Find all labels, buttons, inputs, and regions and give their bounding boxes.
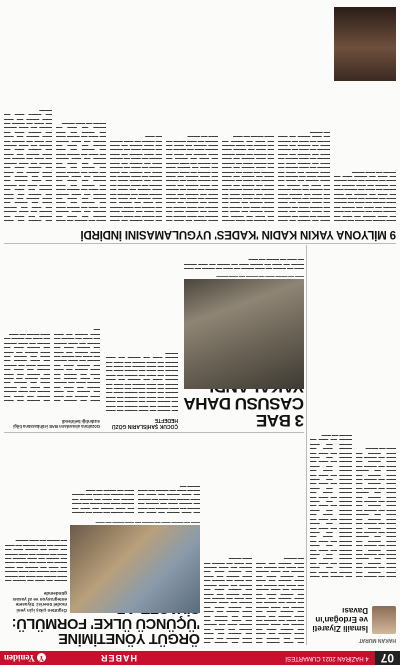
story2-text-1: ▬▬ ▬▬▬▬ ▬▬ ▬▬▬ ▬▬▬▬ ▬▬ ▬▬▬ ▬▬ ▬▬▬▬ ▬▬ ▬▬▬ ▬▬▬▬ ▬▬ ▬▬▬ ▬▬ ▬▬▬▬ ▬▬▬ ▬▬ ▬▬▬▬ ▬▬ ▬▬▬ ▬▬▬▬ ▬▬ ▬▬▬ ▬▬ ▬▬▬▬ ▬▬ ▬▬▬ ▬▬▬▬ ▬▬ ▬▬▬ ▬▬ ▬▬▬▬ ▬▬▬ ▬▬ ▬▬▬▬ ▬▬ ▬▬▬ ▬▬▬▬ ▬▬ ▬▬▬ ▬▬ ▬▬▬▬ ▬▬ ▬▬▬ ▬▬▬▬ ▬▬ ▬▬▬ ▬▬ ▬▬▬▬ ▬▬▬ ▬▬ ▬▬▬▬ ▬▬ ▬▬▬ ▬▬▬▬ ▬▬ ▬▬▬ ▬▬ ▬▬▬▬ ▬▬ ▬▬▬ ▬▬▬▬ ▬▬ ▬▬▬ ▬▬ ▬▬▬▬ ▬▬▬ ▬▬ ▬▬▬▬ ▬▬ ▬▬▬ ▬▬▬▬ ▬▬ ▬▬▬ ▬▬ ▬▬▬▬ ▬▬ ▬▬▬ ▬▬▬▬ ▬▬ ▬▬▬ ▬▬ ▬▬▬▬ ▬▬▬ ▬▬ ▬▬▬▬ ▬▬ ▬▬▬ ▬▬▬▬ bbox=[106, 351, 178, 413]
author-label: HAKAN MURAT bbox=[358, 637, 396, 643]
section-label: HABER bbox=[100, 653, 138, 663]
story2-text-4: ▬▬▬ ▬▬ ▬▬▬▬ ▬▬ ▬▬▬ ▬▬▬▬ ▬▬ ▬▬▬ ▬▬ ▬▬▬▬ ▬▬ ▬▬▬ ▬▬▬▬ ▬▬ ▬▬▬ ▬▬ ▬▬▬▬ ▬▬▬ ▬▬ ▬▬▬▬ ▬▬ ▬▬▬ ▬▬▬▬ ▬▬ ▬▬▬ ▬▬ ▬▬▬▬ ▬▬ ▬▬▬ bbox=[184, 258, 304, 271]
story3-text-1: ▬▬▬ ▬▬ ▬▬▬▬ ▬▬ ▬▬▬ ▬▬▬▬ ▬▬ ▬▬▬ ▬▬ ▬▬▬▬ ▬▬ ▬▬▬ ▬▬▬▬ ▬▬ ▬▬▬ ▬▬ ▬▬▬▬ ▬▬▬ ▬▬ ▬▬▬▬ ▬▬ ▬▬▬ ▬▬▬▬ ▬▬ ▬▬▬ ▬▬ ▬▬▬▬ ▬▬ ▬▬▬ ▬▬▬▬ ▬▬ ▬▬▬ ▬▬ ▬▬▬▬ ▬▬▬ ▬▬ ▬▬▬▬ ▬▬ ▬▬▬ ▬▬▬▬ ▬▬ ▬▬▬ ▬▬ ▬▬▬▬ ▬▬ ▬▬▬ ▬▬▬▬ ▬▬ ▬▬▬ ▬▬ ▬▬▬▬ ▬▬▬ ▬▬ ▬▬▬▬ ▬▬ ▬▬▬ ▬▬▬▬ ▬▬ ▬▬▬ ▬▬ ▬▬▬▬ ▬▬ ▬▬▬ ▬▬▬▬ ▬▬ ▬▬▬ ▬▬ ▬▬▬▬ ▬▬▬ ▬▬ ▬▬▬▬ ▬▬ ▬▬▬ ▬▬▬▬ ▬▬ ▬▬▬ ▬▬ ▬▬▬▬ ▬▬ ▬▬▬ ▬▬▬▬ ▬▬ ▬▬▬ ▬▬ ▬▬▬▬ ▬▬▬ ▬▬ ▬▬▬▬ ▬▬ ▬▬▬ ▬▬▬▬ ▬▬ ▬▬▬ ▬▬ ▬▬▬▬ ▬▬ ▬▬▬ ▬▬▬▬ ▬▬ ▬▬▬ ▬▬ ▬▬▬▬ bbox=[278, 130, 330, 223]
story2-text-3: ▬▬ ▬▬▬▬ ▬▬ ▬▬▬ ▬▬▬▬ ▬▬ ▬▬▬ ▬▬ ▬▬▬▬ ▬▬ ▬▬▬ ▬▬▬▬ ▬▬ ▬▬▬ ▬▬ ▬▬▬▬ ▬▬▬ ▬▬ ▬▬▬▬ ▬▬ ▬▬▬ ▬▬▬▬ ▬▬ ▬▬▬ ▬▬ ▬▬▬▬ ▬▬ ▬▬▬ ▬▬▬▬ ▬▬ ▬▬▬ ▬▬ ▬▬▬▬ ▬▬▬ ▬▬ ▬▬▬▬ ▬▬ ▬▬▬ ▬▬▬▬ ▬▬ ▬▬▬ ▬▬ ▬▬▬▬ ▬▬ ▬▬▬ ▬▬▬▬ ▬▬ ▬▬▬ ▬▬ ▬▬▬▬ ▬▬▬ ▬▬ ▬▬▬▬ ▬▬ ▬▬▬ ▬▬▬▬ ▬▬ ▬▬▬ ▬▬ ▬▬▬▬ ▬▬ ▬▬▬ ▬▬▬▬ ▬▬ ▬▬▬ bbox=[4, 332, 50, 403]
column-rule bbox=[307, 245, 308, 645]
story3-photo bbox=[334, 7, 396, 81]
newspaper-logo bbox=[4, 651, 46, 665]
story2-photo bbox=[184, 279, 304, 389]
story3-text-2: ▬▬ ▬▬▬▬ ▬▬ ▬▬▬ ▬▬▬▬ ▬▬ ▬▬▬ ▬▬ ▬▬▬▬ ▬▬ ▬▬▬ ▬▬▬▬ ▬▬ ▬▬▬ ▬▬ ▬▬▬▬ ▬▬▬ ▬▬ ▬▬▬▬ ▬▬ ▬▬▬ ▬▬▬▬ ▬▬ ▬▬▬ ▬▬ ▬▬▬▬ ▬▬ ▬▬▬ ▬▬▬▬ ▬▬ ▬▬▬ ▬▬ ▬▬▬▬ ▬▬▬ ▬▬ ▬▬▬▬ ▬▬ ▬▬▬ ▬▬▬▬ ▬▬ ▬▬▬ ▬▬ ▬▬▬▬ ▬▬ ▬▬▬ ▬▬▬▬ ▬▬ ▬▬▬ ▬▬ ▬▬▬▬ ▬▬▬ ▬▬ ▬▬▬▬ ▬▬ ▬▬▬ ▬▬▬▬ ▬▬ ▬▬▬ ▬▬ ▬▬▬▬ ▬▬ ▬▬▬ ▬▬▬▬ ▬▬ ▬▬▬ ▬▬ ▬▬▬▬ ▬▬▬ ▬▬ ▬▬▬▬ ▬▬ ▬▬▬ ▬▬▬▬ ▬▬ ▬▬▬ ▬▬ ▬▬▬▬ ▬▬ ▬▬▬ ▬▬▬▬ ▬▬ ▬▬▬ ▬▬ ▬▬▬▬ ▬▬▬ ▬▬ ▬▬▬▬ ▬▬ ▬▬▬ ▬▬▬▬ ▬▬ ▬▬▬ ▬▬ ▬▬▬▬ ▬▬ ▬▬▬ ▬▬▬▬ ▬▬ ▬▬▬ bbox=[222, 135, 274, 223]
story2-caption: ▬▬▬ ▬▬ ▬▬▬▬ ▬▬▬ ▬▬ ▬▬▬▬ ▬▬ ▬▬▬ ▬▬▬▬ bbox=[216, 275, 304, 279]
story1-text-5: ▬▬▬ ▬▬▬▬ ▬▬ ▬▬▬ ▬▬ ▬▬▬▬ ▬▬ ▬▬▬ ▬▬▬▬ ▬▬ ▬▬▬ ▬▬ ▬▬▬▬ ▬▬▬ ▬▬ ▬▬▬▬ ▬▬ ▬▬▬ ▬▬▬▬ ▬▬ ▬▬▬ ▬▬ ▬▬▬▬ ▬▬ ▬▬▬ ▬▬▬▬ ▬▬ ▬▬▬ ▬▬ ▬▬▬▬ ▬▬▬ ▬▬ ▬▬▬▬ ▬▬ ▬▬▬ bbox=[72, 488, 134, 515]
author-column bbox=[310, 583, 396, 643]
story3-text-6: ▬▬ ▬▬▬▬ ▬▬ ▬▬▬ ▬▬▬▬ ▬▬ ▬▬▬ ▬▬ ▬▬▬▬ ▬▬ ▬▬▬ ▬▬▬▬ ▬▬ ▬▬▬ ▬▬ ▬▬▬▬ ▬▬▬ ▬▬ ▬▬▬▬ ▬▬ ▬▬▬ ▬▬▬▬ ▬▬ ▬▬▬ ▬▬ ▬▬▬▬ ▬▬ ▬▬▬ ▬▬▬▬ ▬▬ ▬▬▬ ▬▬ ▬▬▬▬ ▬▬▬ ▬▬ ▬▬▬▬ ▬▬ ▬▬▬ ▬▬▬▬ ▬▬ ▬▬▬ ▬▬ ▬▬▬▬ ▬▬ ▬▬▬ ▬▬▬▬ ▬▬ ▬▬▬ ▬▬ ▬▬▬▬ ▬▬▬ ▬▬ ▬▬▬▬ ▬▬ ▬▬▬ ▬▬▬▬ ▬▬ ▬▬▬ ▬▬ ▬▬▬▬ ▬▬ ▬▬▬ ▬▬▬▬ ▬▬ ▬▬▬ ▬▬ ▬▬▬▬ ▬▬▬ ▬▬ ▬▬▬▬ ▬▬ ▬▬▬ ▬▬▬▬ ▬▬ ▬▬▬ ▬▬ ▬▬▬▬ ▬▬ ▬▬▬ ▬▬▬▬ ▬▬ ▬▬▬ ▬▬ ▬▬▬▬ ▬▬▬ ▬▬ ▬▬▬▬ ▬▬ ▬▬▬ ▬▬▬▬ ▬▬ ▬▬▬ ▬▬ ▬▬▬▬ ▬▬ ▬▬▬ ▬▬▬▬ ▬▬ ▬▬▬ ▬▬ ▬▬▬▬ ▬▬▬ ▬▬ ▬▬▬▬ bbox=[4, 108, 52, 223]
story3-text-4: ▬▬ ▬▬▬ ▬▬▬▬ ▬▬ ▬▬▬ ▬▬ ▬▬▬▬ ▬▬ ▬▬▬ ▬▬▬▬ ▬▬ ▬▬▬ ▬▬ ▬▬▬▬ ▬▬▬ ▬▬ ▬▬▬▬ ▬▬ ▬▬▬ ▬▬▬▬ ▬▬ ▬▬▬ ▬▬ ▬▬▬▬ ▬▬ ▬▬▬ ▬▬▬▬ ▬▬ ▬▬▬ ▬▬ ▬▬▬▬ ▬▬▬ ▬▬ ▬▬▬▬ ▬▬ ▬▬▬ ▬▬▬▬ ▬▬ ▬▬▬ ▬▬ ▬▬▬▬ ▬▬ ▬▬▬ ▬▬▬▬ ▬▬ ▬▬▬ ▬▬ ▬▬▬▬ ▬▬▬ ▬▬ ▬▬▬▬ ▬▬ ▬▬▬ ▬▬▬▬ ▬▬ ▬▬▬ ▬▬ ▬▬▬▬ ▬▬ ▬▬▬ ▬▬▬▬ ▬▬ ▬▬▬ ▬▬ ▬▬▬▬ ▬▬▬ ▬▬ ▬▬▬▬ ▬▬ ▬▬▬ ▬▬▬▬ ▬▬ ▬▬▬ ▬▬ ▬▬▬▬ ▬▬ ▬▬▬ ▬▬▬▬ ▬▬ ▬▬▬ ▬▬ ▬▬▬▬ ▬▬▬ ▬▬ ▬▬▬▬ ▬▬ ▬▬▬ ▬▬▬▬ ▬▬ ▬▬▬ ▬▬ ▬▬▬▬ ▬▬ ▬▬▬ ▬▬▬▬ ▬▬ ▬▬▬ bbox=[110, 135, 162, 223]
story3-headline: 9 MİLYONA YAKIN KADIN 'KADES' UYGULAMASINI İNDİRDİ bbox=[80, 228, 396, 240]
story2-headline: 3 BAE CASUSU DAHA bbox=[184, 394, 304, 430]
story2-text-2: ▬▬▬ ▬▬ ▬▬▬▬ ▬▬ ▬▬▬ ▬▬▬▬ ▬▬ ▬▬▬ ▬▬ ▬▬▬▬ ▬▬ ▬▬▬ ▬▬▬▬ ▬▬ ▬▬▬ ▬▬ ▬▬▬▬ ▬▬▬ ▬▬ ▬▬▬▬ ▬▬ ▬▬▬ ▬▬▬▬ ▬▬ ▬▬▬ ▬▬ ▬▬▬▬ ▬▬ ▬▬▬ ▬▬▬▬ ▬▬ ▬▬▬ ▬▬ ▬▬▬▬ ▬▬▬ ▬▬ ▬▬▬▬ ▬▬ ▬▬▬ ▬▬▬▬ ▬▬ ▬▬▬ ▬▬ ▬▬▬▬ ▬▬ ▬▬▬ ▬▬▬▬ ▬▬ ▬▬▬ ▬▬ ▬▬▬▬ ▬▬▬ ▬▬ ▬▬▬▬ ▬▬ ▬▬▬ ▬▬▬▬ ▬▬ ▬▬▬ ▬▬ ▬▬▬▬ ▬▬ ▬▬▬ ▬▬▬▬ ▬▬ ▬▬▬ ▬▬ bbox=[54, 328, 100, 403]
author-column-title: İsmaili Ziyareti ve Erdoğan'ın Davası bbox=[312, 606, 368, 633]
story1-text-2: ▬▬▬ ▬▬ ▬▬▬▬ ▬▬ ▬▬▬ ▬▬▬▬ ▬▬ ▬▬▬ ▬▬ ▬▬▬▬ ▬▬ ▬▬▬ ▬▬▬▬ ▬▬ ▬▬▬ ▬▬ ▬▬▬▬ ▬▬▬ ▬▬ ▬▬▬▬ ▬▬ ▬▬▬ ▬▬▬▬ ▬▬ ▬▬▬ ▬▬ ▬▬▬▬ ▬▬ ▬▬▬ ▬▬▬▬ ▬▬ ▬▬▬ ▬▬ ▬▬▬▬ ▬▬▬ ▬▬ ▬▬▬▬ ▬▬ ▬▬▬ ▬▬▬▬ ▬▬ ▬▬▬ ▬▬ ▬▬▬▬ ▬▬ ▬▬▬ ▬▬▬▬ ▬▬ ▬▬▬ ▬▬ ▬▬▬▬ ▬▬▬ ▬▬ ▬▬▬▬ ▬▬ ▬▬▬ ▬▬▬▬ ▬▬ ▬▬▬ ▬▬ ▬▬▬▬ ▬▬ ▬▬▬ ▬▬▬▬ ▬▬ ▬▬▬ ▬▬ ▬▬▬▬ ▬▬▬ ▬▬ ▬▬▬▬ ▬▬ ▬▬▬ ▬▬▬▬ ▬▬ ▬▬▬ ▬▬ ▬▬▬▬ ▬▬ ▬▬▬ ▬▬▬▬ bbox=[204, 557, 252, 645]
logo-text: Yeniden bbox=[4, 653, 36, 663]
masthead bbox=[0, 651, 400, 665]
page-number: 07 bbox=[375, 651, 400, 665]
story1-text-4: ▬▬ ▬▬▬ ▬▬▬▬ ▬▬ ▬▬▬ ▬▬ ▬▬▬▬ ▬▬ ▬▬▬ ▬▬▬▬ ▬▬ ▬▬▬ ▬▬ ▬▬▬▬ ▬▬▬ ▬▬ ▬▬▬▬ ▬▬ ▬▬▬ ▬▬▬▬ ▬▬ ▬▬▬ ▬▬ ▬▬▬▬ ▬▬ ▬▬▬ ▬▬▬▬ ▬▬ ▬▬▬ ▬▬ ▬▬▬▬ ▬▬▬ ▬▬ ▬▬▬▬ ▬▬ ▬▬▬ ▬▬▬▬ ▬▬ bbox=[138, 484, 200, 515]
logo-icon: Y bbox=[38, 654, 45, 663]
story2-side-headline: ÇOCUK ŞAHİSLARIN GÖZÜ HEDEFTE bbox=[111, 417, 178, 429]
story1-photo bbox=[70, 525, 200, 613]
story1-subhead: Örgütten çıkış için yeni model önerisi: Siyasete entegrasyon ve af yasası gündemde bbox=[12, 591, 67, 613]
story-divider bbox=[4, 244, 396, 245]
story1-headline: ÖRGÜT YÖNETİMİNE 'ÜÇÜNCÜ ÜLKE' FORMÜLÜ: bbox=[12, 615, 200, 646]
story3-text-5: ▬▬▬ ▬▬ ▬▬▬▬ ▬▬ ▬▬▬ ▬▬▬▬ ▬▬ ▬▬▬ ▬▬ ▬▬▬▬ ▬▬ ▬▬▬ ▬▬▬▬ ▬▬ ▬▬▬ ▬▬ ▬▬▬▬ ▬▬▬ ▬▬ ▬▬▬▬ ▬▬ ▬▬▬ ▬▬▬▬ ▬▬ ▬▬▬ ▬▬ ▬▬▬▬ ▬▬ ▬▬▬ ▬▬▬▬ ▬▬ ▬▬▬ ▬▬ ▬▬▬▬ ▬▬▬ ▬▬ ▬▬▬▬ ▬▬ ▬▬▬ ▬▬▬▬ ▬▬ ▬▬▬ ▬▬ ▬▬▬▬ ▬▬ ▬▬▬ ▬▬▬▬ ▬▬ ▬▬▬ ▬▬ ▬▬▬▬ ▬▬▬ ▬▬ ▬▬▬▬ ▬▬ ▬▬▬ ▬▬▬▬ ▬▬ ▬▬▬ ▬▬ ▬▬▬▬ ▬▬ ▬▬▬ ▬▬▬▬ ▬▬ ▬▬▬ ▬▬ ▬▬▬▬ ▬▬▬ ▬▬ ▬▬▬▬ ▬▬ ▬▬▬ ▬▬▬▬ ▬▬ ▬▬▬ ▬▬ ▬▬▬▬ ▬▬ ▬▬▬ ▬▬▬▬ ▬▬ ▬▬▬ ▬▬ ▬▬▬▬ ▬▬▬ ▬▬ ▬▬▬▬ ▬▬ ▬▬▬ ▬▬▬▬ ▬▬ ▬▬▬ ▬▬ ▬▬▬▬ ▬▬ ▬▬▬ ▬▬▬▬ bbox=[56, 122, 106, 223]
author-column-text-1: ▬▬▬ ▬▬ ▬▬▬▬ ▬▬ ▬▬▬ ▬▬▬▬ ▬▬ ▬▬▬ ▬▬ ▬▬▬▬ ▬▬ ▬▬▬ ▬▬▬▬ ▬▬ ▬▬▬ ▬▬ ▬▬▬▬ ▬▬▬ ▬▬ ▬▬▬▬ ▬▬ ▬▬▬ ▬▬▬▬ ▬▬ ▬▬▬ ▬▬ ▬▬▬▬ ▬▬ ▬▬▬ ▬▬▬▬ ▬▬ ▬▬▬ ▬▬ ▬▬▬▬ ▬▬▬ ▬▬ ▬▬▬▬ ▬▬ ▬▬▬ ▬▬▬▬ ▬▬ ▬▬▬ ▬▬ ▬▬▬▬ ▬▬ ▬▬▬ ▬▬▬▬ ▬▬ ▬▬▬ ▬▬ ▬▬▬▬ ▬▬▬ ▬▬ ▬▬▬▬ ▬▬ ▬▬▬ ▬▬▬▬ ▬▬ ▬▬▬ ▬▬ ▬▬▬▬ ▬▬ ▬▬▬ ▬▬▬▬ ▬▬ ▬▬▬ ▬▬ ▬▬▬▬ ▬▬▬ ▬▬ ▬▬▬▬ ▬▬ ▬▬▬ ▬▬▬▬ ▬▬ ▬▬▬ ▬▬ ▬▬▬▬ ▬▬ ▬▬▬ ▬▬▬▬ ▬▬ ▬▬▬ ▬▬ ▬▬▬▬ ▬▬▬ ▬▬ ▬▬▬▬ ▬▬ ▬▬▬ ▬▬▬▬ ▬▬ ▬▬▬ ▬▬ ▬▬▬▬ ▬▬ ▬▬▬ ▬▬▬▬ ▬▬ ▬▬▬ ▬▬ ▬▬▬▬ bbox=[356, 447, 396, 579]
author-column-text-2: ▬▬ ▬▬▬▬ ▬▬ ▬▬▬ ▬▬▬▬ ▬▬ ▬▬▬ ▬▬ ▬▬▬▬ ▬▬ ▬▬▬ ▬▬▬▬ ▬▬ ▬▬▬ ▬▬ ▬▬▬▬ ▬▬▬ ▬▬ ▬▬▬▬ ▬▬ ▬▬▬ ▬▬▬▬ ▬▬ ▬▬▬ ▬▬ ▬▬▬▬ ▬▬ ▬▬▬ ▬▬▬▬ ▬▬ ▬▬▬ ▬▬ ▬▬▬▬ ▬▬▬ ▬▬ ▬▬▬▬ ▬▬ ▬▬▬ ▬▬▬▬ ▬▬ ▬▬▬ ▬▬ ▬▬▬▬ ▬▬ ▬▬▬ ▬▬▬▬ ▬▬ ▬▬▬ ▬▬ ▬▬▬▬ ▬▬▬ ▬▬ ▬▬▬▬ ▬▬ ▬▬▬ ▬▬▬▬ ▬▬ ▬▬▬ ▬▬ ▬▬▬▬ ▬▬ ▬▬▬ ▬▬▬▬ ▬▬ ▬▬▬ ▬▬ ▬▬▬▬ ▬▬▬ ▬▬ ▬▬▬▬ ▬▬ ▬▬▬ ▬▬▬▬ ▬▬ ▬▬▬ ▬▬ ▬▬▬▬ ▬▬ ▬▬▬ ▬▬▬▬ ▬▬ ▬▬▬ ▬▬ ▬▬▬▬ ▬▬▬ ▬▬ ▬▬▬▬ ▬▬ ▬▬▬ ▬▬▬▬ ▬▬ ▬▬▬ ▬▬ ▬▬▬▬ ▬▬ ▬▬▬ ▬▬▬▬ ▬▬ ▬▬▬ ▬▬ ▬▬▬▬ ▬▬▬ ▬▬ ▬▬▬▬ ▬▬ ▬▬▬ ▬▬▬▬ ▬▬ ▬▬▬ ▬▬ ▬▬▬▬ ▬▬ ▬▬▬ bbox=[310, 434, 352, 579]
story1-caption: ▬▬▬ ▬▬ ▬▬▬▬ ▬▬▬ ▬▬ ▬▬▬▬ ▬▬ ▬▬▬ ▬▬▬▬ ▬▬ ▬▬▬ bbox=[95, 521, 200, 525]
issue-date: 4 HAZİRAN 2021 CUMARTESİ bbox=[285, 655, 369, 661]
story3-text-0: ▬▬▬ ▬▬▬▬ ▬▬ ▬▬▬ ▬▬ ▬▬▬▬ ▬▬ ▬▬▬ ▬▬▬▬ ▬▬ ▬▬▬ ▬▬ ▬▬▬▬ ▬▬▬ ▬▬ ▬▬▬▬ ▬▬ ▬▬▬ ▬▬▬▬ ▬▬ ▬▬▬ ▬▬ ▬▬▬▬ ▬▬ ▬▬▬ ▬▬▬▬ ▬▬ ▬▬▬ ▬▬ ▬▬▬▬ ▬▬▬ ▬▬ ▬▬▬▬ ▬▬ ▬▬▬ ▬▬▬▬ ▬▬ ▬▬▬ ▬▬ ▬▬▬▬ ▬▬ ▬▬▬ ▬▬▬▬ ▬▬ ▬▬▬ ▬▬ ▬▬▬▬ ▬▬▬ ▬▬ ▬▬▬▬ ▬▬ ▬▬▬ ▬▬▬▬ ▬▬ ▬▬▬ ▬▬ ▬▬▬▬ ▬▬ ▬▬▬ ▬▬▬▬ ▬▬ ▬▬▬ ▬▬ ▬▬▬▬ ▬▬▬ ▬▬ ▬▬▬▬ ▬▬ ▬▬▬ ▬▬▬▬ bbox=[334, 170, 396, 223]
story1-text-3: ▬▬▬▬ ▬▬ ▬▬▬ ▬▬ ▬▬▬▬ ▬▬ ▬▬▬ ▬▬▬▬ ▬▬ ▬▬▬ ▬▬ ▬▬▬▬ ▬▬▬ ▬▬ ▬▬▬▬ ▬▬ ▬▬▬ ▬▬▬▬ ▬▬ ▬▬▬ ▬▬ ▬▬▬▬ ▬▬ ▬▬▬ ▬▬▬▬ ▬▬ ▬▬▬ ▬▬ ▬▬▬▬ ▬▬▬ ▬▬ ▬▬▬▬ ▬▬ ▬▬▬ ▬▬▬▬ ▬▬ ▬▬▬ ▬▬ ▬▬▬▬ ▬▬ ▬▬▬ ▬▬▬▬ ▬▬ ▬▬▬ ▬▬ ▬▬▬▬ ▬▬▬ ▬▬ ▬▬▬▬ ▬▬ ▬▬▬ ▬▬▬▬ ▬▬ ▬▬▬ ▬▬ ▬▬▬▬ ▬▬ ▬▬▬ ▬▬▬▬ bbox=[5, 539, 67, 583]
story1-text-1: ▬▬ ▬▬▬ ▬▬▬▬ ▬▬ ▬▬▬ ▬▬ ▬▬▬▬ ▬▬ ▬▬▬ ▬▬▬▬ ▬▬ ▬▬▬ ▬▬ ▬▬▬▬ ▬▬▬ ▬▬ ▬▬▬▬ ▬▬ ▬▬▬ ▬▬▬▬ ▬▬ ▬▬▬ ▬▬ ▬▬▬▬ ▬▬ ▬▬▬ ▬▬▬▬ ▬▬ ▬▬▬ ▬▬ ▬▬▬▬ ▬▬▬ ▬▬ ▬▬▬▬ ▬▬ ▬▬▬ ▬▬▬▬ ▬▬ ▬▬▬ ▬▬ ▬▬▬▬ ▬▬ ▬▬▬ ▬▬▬▬ ▬▬ ▬▬▬ ▬▬ ▬▬▬▬ ▬▬▬ ▬▬ ▬▬▬▬ ▬▬ ▬▬▬ ▬▬▬▬ ▬▬ ▬▬▬ ▬▬ ▬▬▬▬ ▬▬ ▬▬▬ ▬▬▬▬ ▬▬ ▬▬▬ ▬▬ ▬▬▬▬ ▬▬▬ ▬▬ ▬▬▬▬ ▬▬ ▬▬▬ ▬▬▬▬ ▬▬ ▬▬▬ ▬▬ ▬▬▬▬ ▬▬ ▬▬▬ ▬▬▬▬ ▬▬ ▬▬▬ ▬▬ ▬▬▬▬ bbox=[256, 557, 304, 645]
author-photo bbox=[372, 606, 396, 634]
story-divider bbox=[4, 433, 304, 434]
story3-text-3: ▬▬▬ ▬▬▬▬ ▬▬ ▬▬▬ ▬▬ ▬▬▬▬ ▬▬ ▬▬▬ ▬▬▬▬ ▬▬ ▬▬▬ ▬▬ ▬▬▬▬ ▬▬▬ ▬▬ ▬▬▬▬ ▬▬ ▬▬▬ ▬▬▬▬ ▬▬ ▬▬▬ ▬▬ ▬▬▬▬ ▬▬ ▬▬▬ ▬▬▬▬ ▬▬ ▬▬▬ ▬▬ ▬▬▬▬ ▬▬▬ ▬▬ ▬▬▬▬ ▬▬ ▬▬▬ ▬▬▬▬ ▬▬ ▬▬▬ ▬▬ ▬▬▬▬ ▬▬ ▬▬▬ ▬▬▬▬ ▬▬ ▬▬▬ ▬▬ ▬▬▬▬ ▬▬▬ ▬▬ ▬▬▬▬ ▬▬ ▬▬▬ ▬▬▬▬ ▬▬ ▬▬▬ ▬▬ ▬▬▬▬ ▬▬ ▬▬▬ ▬▬▬▬ ▬▬ ▬▬▬ ▬▬ ▬▬▬▬ ▬▬▬ ▬▬ ▬▬▬▬ ▬▬ ▬▬▬ ▬▬▬▬ ▬▬ ▬▬▬ ▬▬ ▬▬▬▬ ▬▬ ▬▬▬ ▬▬▬▬ ▬▬ ▬▬▬ ▬▬ ▬▬▬▬ ▬▬▬ ▬▬ ▬▬▬▬ ▬▬ ▬▬▬ ▬▬▬▬ ▬▬ ▬▬▬ ▬▬ ▬▬▬▬ ▬▬ ▬▬▬ ▬▬▬▬ ▬▬ ▬▬▬ ▬▬ ▬▬▬▬ bbox=[166, 135, 218, 223]
story2-side-subhead: Gözaltına alınanların BAE istihbaratına bilgi sızdırdığı belirlendi bbox=[13, 419, 100, 429]
